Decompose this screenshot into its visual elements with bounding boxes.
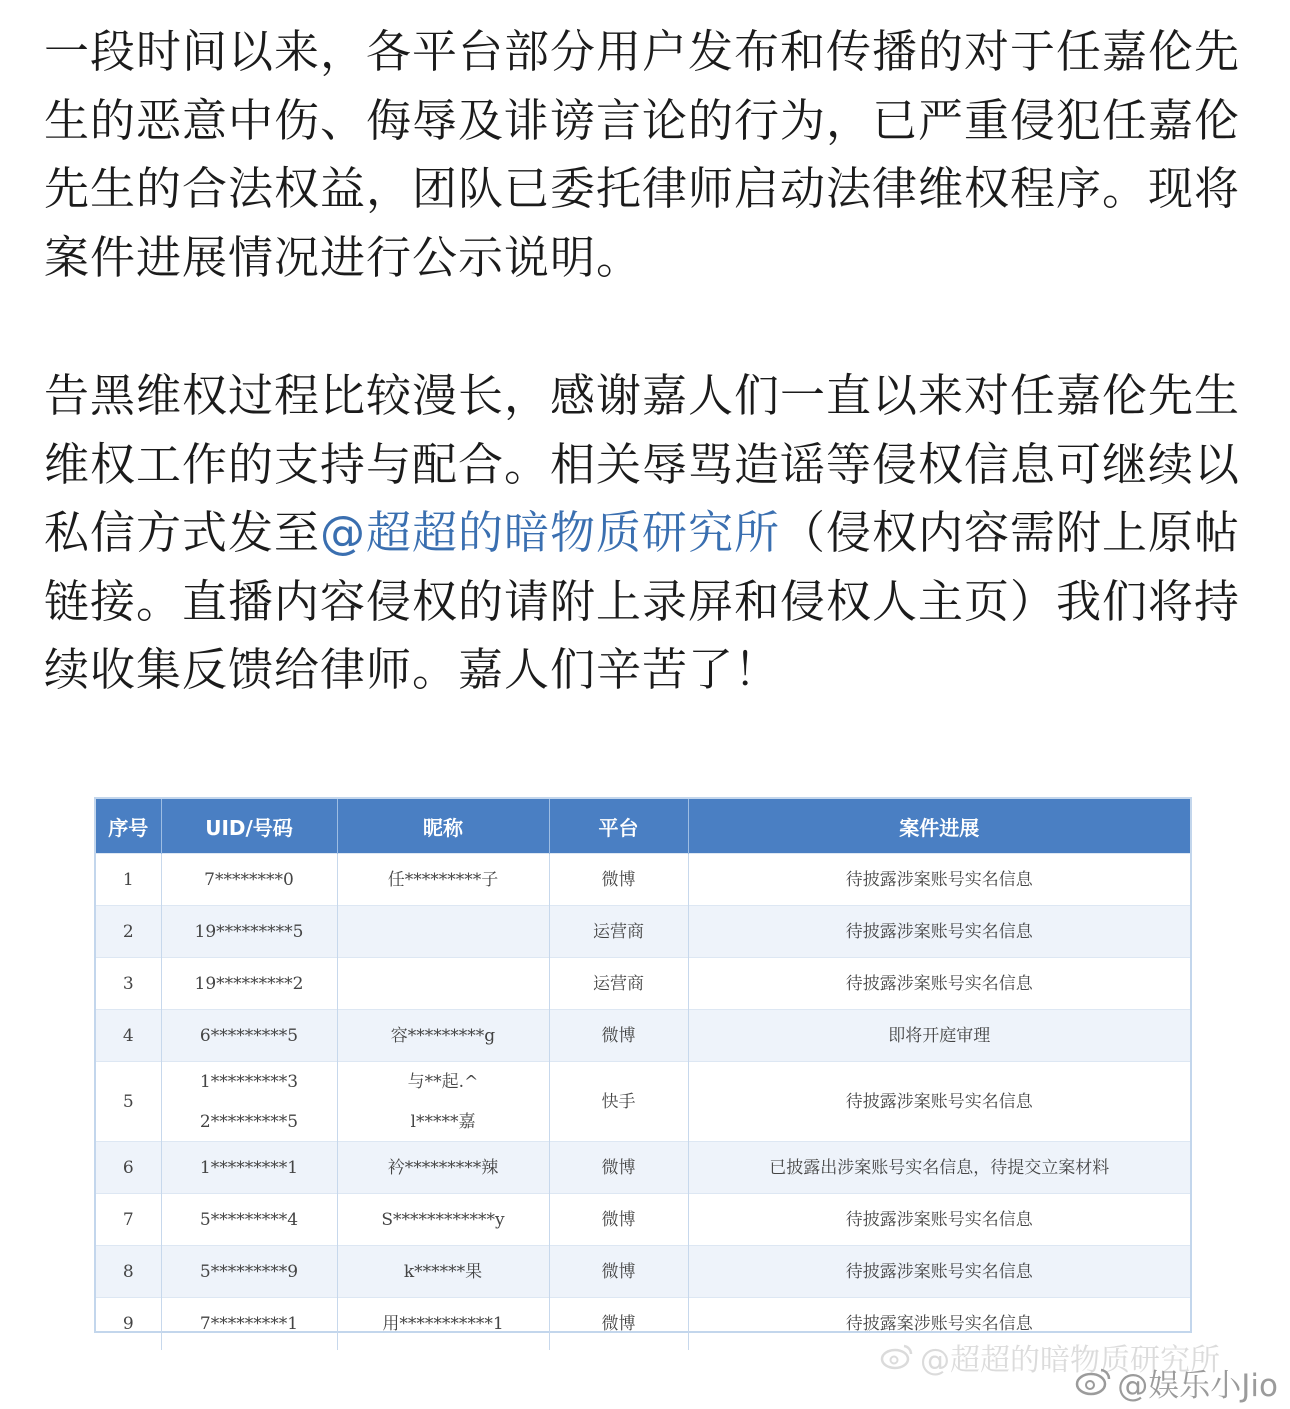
cell-serial: 9 <box>96 1298 161 1350</box>
cell-progress: 待披露涉案账号实名信息 <box>688 1246 1190 1298</box>
table-row <box>96 958 1190 1010</box>
cell-platform: 微博 <box>549 1142 688 1194</box>
source-watermark-text: @超超的暗物质研究所 <box>920 1343 1220 1378</box>
cell-uid <box>161 1298 337 1350</box>
cell-uid <box>161 1194 337 1246</box>
cell-uid-line: 19*********2 <box>194 973 304 994</box>
cell-progress: 待披露涉案账号实名信息 <box>688 906 1190 958</box>
cell-progress: 即将开庭审理 <box>688 1010 1190 1062</box>
cell-serial: 7 <box>96 1194 161 1246</box>
header-nickname: 昵称 <box>337 799 549 854</box>
cell-uid <box>161 906 337 958</box>
cell-nickname <box>337 1246 549 1298</box>
cell-nickname-line: 容*********g <box>390 1025 496 1046</box>
cell-uid <box>161 1010 337 1062</box>
header-platform: 平台 <box>549 799 688 854</box>
cell-uid <box>161 1062 337 1142</box>
cell-uid-line: 5*********4 <box>199 1209 299 1230</box>
cell-uid <box>161 854 337 906</box>
cell-uid-line: 6*********5 <box>199 1025 299 1046</box>
table-row <box>96 1062 1190 1142</box>
post-body <box>44 18 1244 705</box>
cell-progress: 待披露涉案账号实名信息 <box>688 1062 1190 1142</box>
cell-serial: 1 <box>96 854 161 906</box>
table-row <box>96 854 1190 906</box>
table-row <box>96 1194 1190 1246</box>
cell-uid-line: 7*********1 <box>199 1313 299 1334</box>
cell-nickname-line: 用***********1 <box>382 1313 504 1334</box>
table-row <box>96 1142 1190 1194</box>
cell-platform: 快手 <box>549 1062 688 1142</box>
cell-nickname <box>337 958 549 1010</box>
user-watermark-text: @娱乐小Jio <box>1117 1368 1278 1404</box>
table-row <box>96 1246 1190 1298</box>
cell-nickname-line: k******果 <box>403 1261 483 1282</box>
cell-uid <box>161 958 337 1010</box>
paragraph-2-text-after: （侵权内容需附上原帖链接。直播内容侵权的请附上录屏和侵权人主页）我们将持续收集反馈给律师。嘉人们辛苦了！ <box>44 506 1241 696</box>
cell-serial: 5 <box>96 1062 161 1142</box>
cell-progress: 待披露涉案账号实名信息 <box>688 958 1190 1010</box>
cell-serial: 6 <box>96 1142 161 1194</box>
post-paragraph-1: 一段时间以来，各平台部分用户发布和传播的对于任嘉伦先生的恶意中伤、侮辱及诽谤言论的行为，已严重侵犯任嘉伦先生的合法权益，团队已委托律师启动法律维权程序。现将案件进展情况进行公示说明。 <box>44 25 1241 284</box>
table-row <box>96 1010 1190 1062</box>
table-body <box>96 854 1190 1350</box>
cell-uid-line: 2*********5 <box>199 1111 299 1132</box>
post-paragraph-2 <box>44 362 1244 705</box>
cell-nickname-line: l*****嘉 <box>410 1111 476 1132</box>
weibo-logo-icon <box>1075 1366 1111 1404</box>
cell-nickname <box>337 1062 549 1142</box>
cell-uid-line: 5*********9 <box>199 1261 299 1282</box>
cell-serial: 3 <box>96 958 161 1010</box>
cell-platform: 微博 <box>549 1010 688 1062</box>
mention-link[interactable]: @超超的暗物质研究所 <box>320 506 781 559</box>
cell-platform: 微博 <box>549 1194 688 1246</box>
header-serial: 序号 <box>96 799 161 854</box>
cell-nickname <box>337 1194 549 1246</box>
cell-platform: 运营商 <box>549 958 688 1010</box>
user-watermark <box>1075 1360 1278 1405</box>
cell-platform: 运营商 <box>549 906 688 958</box>
cell-uid-line: 7********0 <box>204 869 294 890</box>
cell-nickname <box>337 1298 549 1350</box>
paragraph-2-text-before: 告黑维权过程比较漫长，感谢嘉人们一直以来对任嘉伦先生维权工作的支持与配合。相关辱骂造谣等侵权信息可继续以私信方式发至 <box>44 369 1241 559</box>
weibo-logo-icon <box>880 1342 914 1378</box>
cell-uid-line: 19*********5 <box>194 921 304 942</box>
cell-progress: 待披露涉案账号实名信息 <box>688 1194 1190 1246</box>
cell-uid <box>161 1246 337 1298</box>
cell-serial: 8 <box>96 1246 161 1298</box>
header-progress: 案件进展 <box>688 799 1190 854</box>
cell-nickname <box>337 854 549 906</box>
cell-progress: 已披露出涉案账号实名信息，待提交立案材料 <box>688 1142 1190 1194</box>
cell-nickname-line: 衿*********辣 <box>387 1157 499 1178</box>
cell-nickname <box>337 1142 549 1194</box>
cell-serial: 2 <box>96 906 161 958</box>
cell-serial: 4 <box>96 1010 161 1062</box>
cell-nickname <box>337 906 549 958</box>
cell-platform: 微博 <box>549 1246 688 1298</box>
cell-platform: 微博 <box>549 854 688 906</box>
cell-nickname-line: 任*********子 <box>387 869 499 890</box>
cell-uid-line: 1*********3 <box>199 1071 299 1092</box>
case-progress-table-image <box>94 797 1192 1333</box>
case-progress-table <box>96 799 1190 1350</box>
cell-progress: 待披露涉案账号实名信息 <box>688 854 1190 906</box>
header-uid: UID/号码 <box>161 799 337 854</box>
cell-nickname-line: S************y <box>381 1209 505 1230</box>
cell-nickname <box>337 1010 549 1062</box>
cell-nickname-line: 与**起.^ <box>407 1071 479 1092</box>
cell-uid <box>161 1142 337 1194</box>
cell-uid-line: 1*********1 <box>199 1157 299 1178</box>
cell-platform: 微博 <box>549 1298 688 1350</box>
table-row <box>96 906 1190 958</box>
table-header-row <box>96 799 1190 854</box>
cell-progress: 待披露案涉账号实名信息 <box>688 1298 1190 1350</box>
